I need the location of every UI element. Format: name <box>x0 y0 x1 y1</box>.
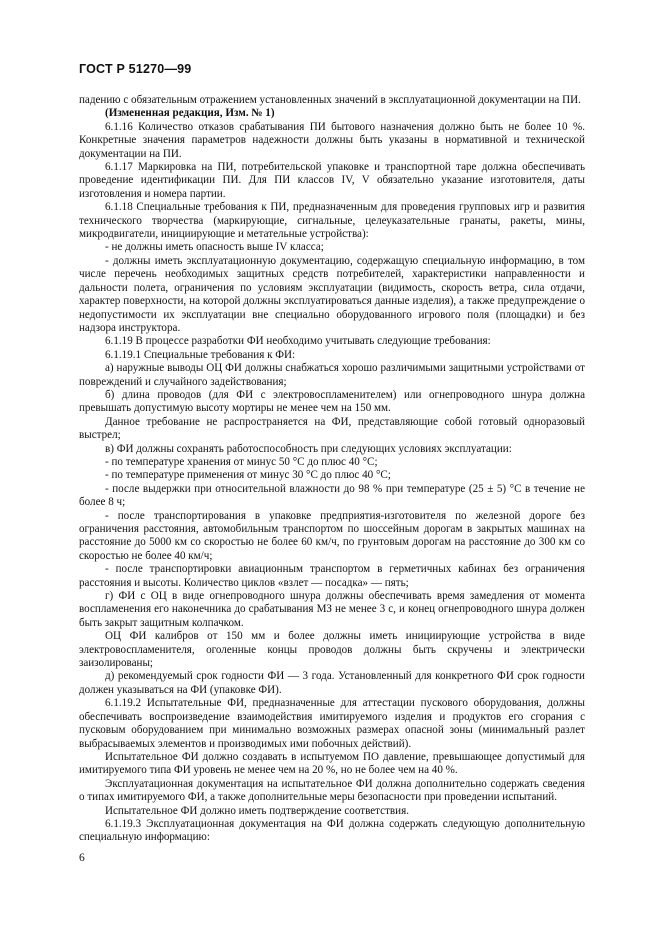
paragraph: (Измененная редакция, Изм. № 1) <box>105 107 275 120</box>
paragraph: 6.1.19.2 Испытательные ФИ, предназначенные для аттестации пускового оборудования, должны обеспечивать воспроизведение взаимодействия имитируемого изделия и продуктов его сгорания с пусковым оборудованием при минимально возможных размерах опасной зоны (минимальный разлет выбрасываемых элементов и производимых ими побочных действий). <box>79 697 585 750</box>
paragraph: - после транспортирования в упаковке предприятия-изготовителя по железной дороге без ограничения расстояния, автомобильным транспортом по шоссейным дорогам в закрытых машинах на расстояние до 5000 км со скоростью не более 60 км/ч, по грунтовым дорогам на расстояние до 300 км со скоростью не более 40 км/ч; <box>79 509 585 562</box>
document-header: ГОСТ Р 51270—99 <box>79 62 192 76</box>
paragraph: 6.1.19.1 Специальные требования к ФИ: <box>105 348 296 361</box>
paragraph: падению с обязательным отражением установленных значений в эксплуатационной документации на ПИ. <box>79 94 581 106</box>
page-number: 6 <box>79 852 85 864</box>
paragraph: Эксплуатационная документация на испытательное ФИ должна дополнительно содержать сведения о типах имитируемого ФИ, а также дополнительные меры безопасности при проведении испытаний. <box>79 777 585 804</box>
paragraph: - после транспортировки авиационным транспортом в герметичных кабинах без ограничения расстояния и высоты. Количество циклов «взлет — посадка» — пять; <box>79 563 585 589</box>
paragraph: ОЦ ФИ калибров от 150 мм и более должны иметь инициирующие устройства в виде электровоспламенителя, оголенные концы проводов должны быть скручены и электрически заизолированы; <box>79 630 585 670</box>
paragraph: 6.1.19.3 Эксплуатационная документация на ФИ должна содержать следующую дополнительную специальную информацию: <box>79 817 585 844</box>
paragraph: - не должны иметь опасность выше IV класса; <box>105 241 324 254</box>
paragraph: - по температуре применения от минус 30 °С до плюс 40 °С; <box>105 469 391 482</box>
paragraph: Испытательное ФИ должно создавать в испытуемом ПО давление, превышающее допустимый для имитируемого типа ФИ уровень не менее чем на 20 %, но не более чем на 40 %. <box>79 750 585 777</box>
paragraph: б) длина проводов (для ФИ с электровоспламенителем) или огнепроводного шнура должна превышать допустимую высоту мортиры не менее чем на 150 мм. <box>79 388 585 415</box>
paragraph: Данное требование не распространяется на ФИ, представляющие собой готовый одноразовый выстрел; <box>79 415 585 442</box>
document-body <box>79 94 585 845</box>
paragraph: - по температуре хранения от минус 50 °С до плюс 40 °С; <box>105 455 378 468</box>
paragraph: 6.1.18 Специальные требования к ПИ, предназначенным для проведения групповых игр и развития технического творчества (маркирующие, сигнальные, целеуказательные гранаты, ракеты, мины, микродвигатели, инициирующие и метательные устройства): <box>79 201 585 241</box>
paragraph: Испытательное ФИ должно иметь подтверждение соответствия. <box>105 804 409 817</box>
paragraph: - после выдержки при относительной влажности до 98 % при температуре (25 ± 5) °С в течение не более 8 ч; <box>79 482 585 509</box>
paragraph: 6.1.16 Количество отказов срабатывания ПИ бытового назначения должно быть не более 10 %. Конкретные значения параметров надежности должны быть указаны в нормативной и технической документации на ПИ. <box>79 120 585 160</box>
paragraph: а) наружные выводы ОЦ ФИ должны снабжаться хорошо различимыми защитными устройствами от повреждений и случайного задействования; <box>79 362 585 388</box>
paragraph: 6.1.17 Маркировка на ПИ, потребительской упаковке и транспортной таре должна обеспечивать проведение идентификации ПИ. Для ПИ классов IV, V обязательно указание изготовителя, даты изготовления и номера партии. <box>79 161 585 200</box>
paragraph: 6.1.19 В процессе разработки ФИ необходимо учитывать следующие требования: <box>105 335 491 348</box>
paragraph: - должны иметь эксплуатационную документацию, содержащую специальную информацию, в том числе перечень необходимых защитных средств потребителей, характеристики направленности и дальности полета, ограничения по условиям эксплуатации (видимость, скорость ветра, сила отдачи, характер поверхности, на которой должны эксплуатироваться данные изделия), а также предупреждение о недопустимости их эксплуатации вне специально оборудованного игрового поля (площадки) и без надзора инструктора. <box>79 254 585 334</box>
paragraph: д) рекомендуемый срок годности ФИ — 3 года. Установленный для конкретного ФИ срок годности должен указываться на ФИ (упаковке ФИ). <box>79 670 585 696</box>
paragraph: в) ФИ должны сохранять работоспособность при следующих условиях эксплуатации: <box>105 442 512 455</box>
paragraph: г) ФИ с ОЦ в виде огнепроводного шнура должны обеспечивать время замедления от момента воспламенения его наконечника до срабатывания МЗ не менее 3 с, и конец огнепроводного шнура должен быть закрыт защитным колпачком. <box>79 590 585 629</box>
